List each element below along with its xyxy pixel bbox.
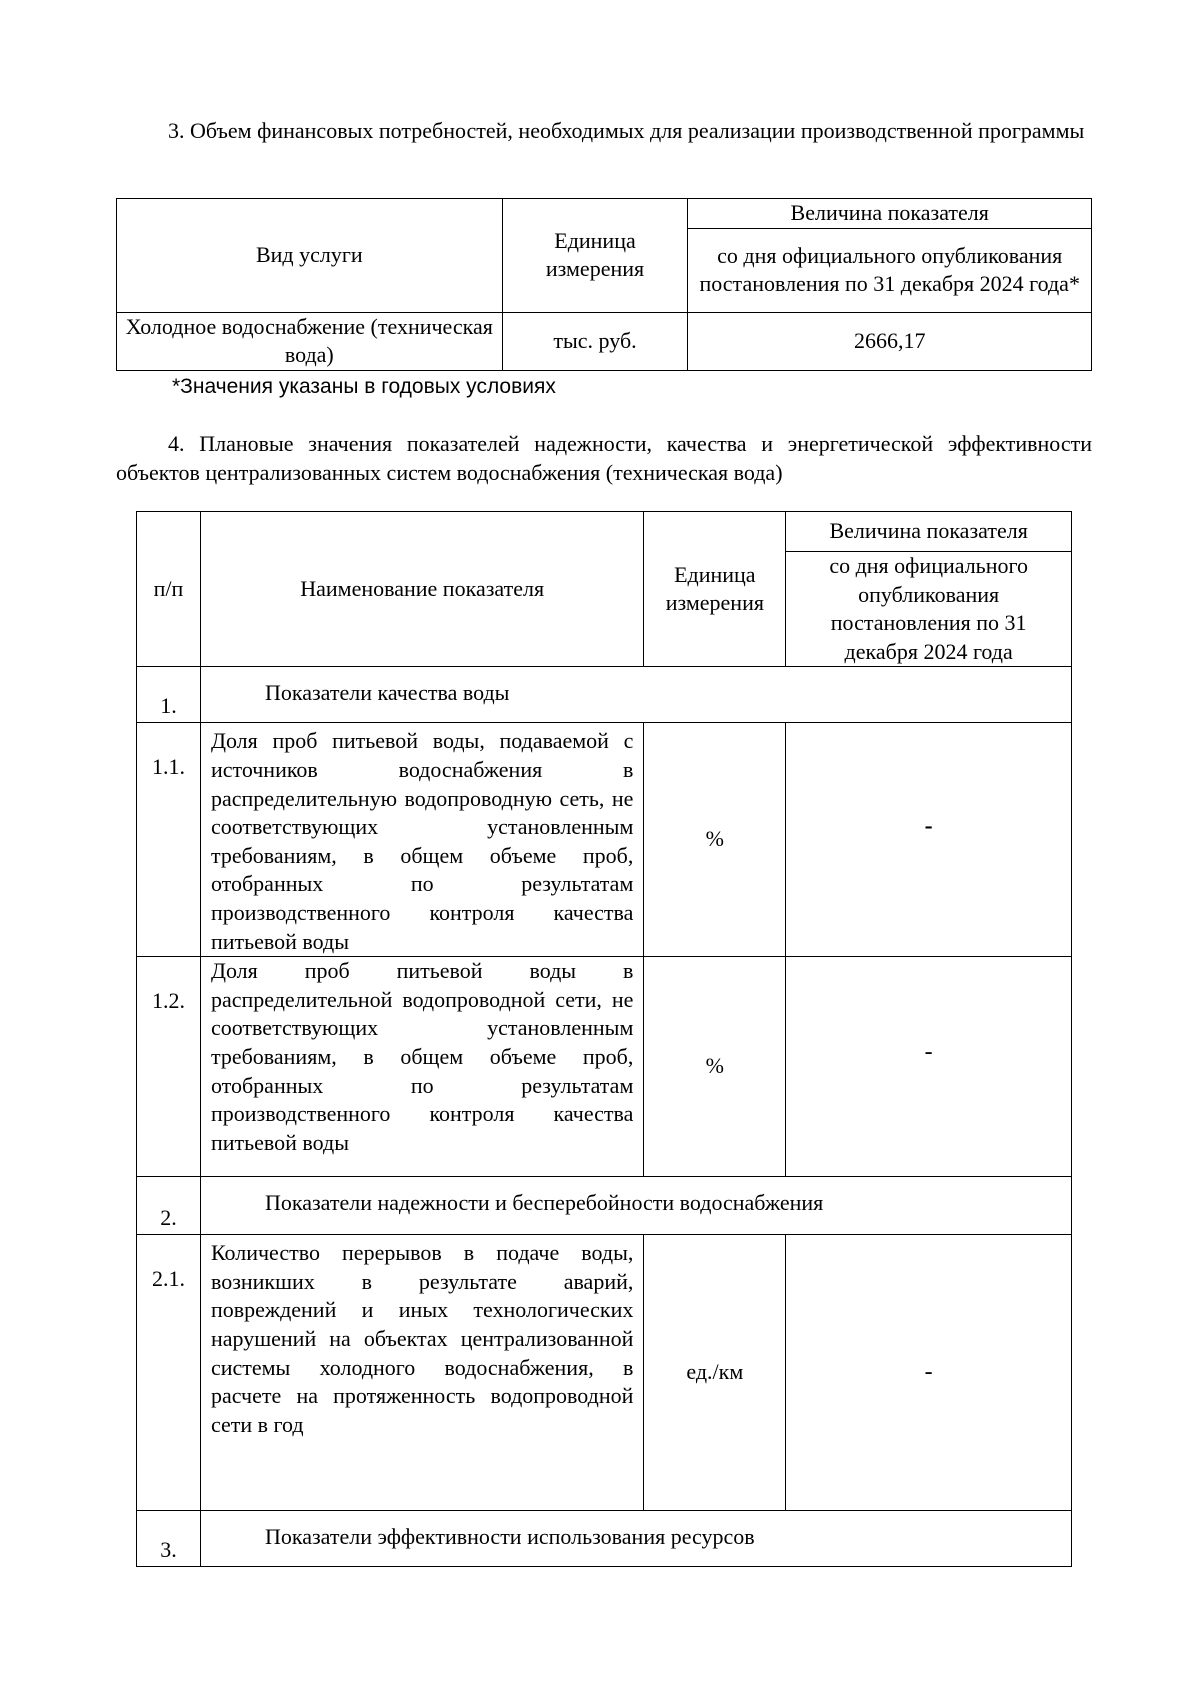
financial-needs-table: [116, 198, 1092, 371]
indicators-table: [136, 511, 1072, 1567]
footnote: *Значения указаны в годовых условиях: [172, 375, 556, 398]
section4-heading: 4. Плановые значения показателей надежности, качества и энергетической эффективности объектов централизованных систем водоснабжения (техническая вода): [116, 431, 1092, 485]
group-num: 2.: [137, 1177, 201, 1235]
row-num: 2.1.: [137, 1235, 201, 1511]
row-unit: %: [644, 723, 786, 957]
header-value-group: Величина показателя: [786, 512, 1072, 552]
row-name: Количество перерывов в подаче воды, возникших в результате аварий, повреждений и иных технологических нарушений на объектах централизованной системы холодного водоснабжения, в расчете на протяженность водопроводной сети в год: [200, 1235, 643, 1511]
row-num: 1.1.: [137, 723, 201, 957]
row-value: 2666,17: [688, 312, 1092, 370]
header-value-period: со дня официального опубликования постановления по 31 декабря 2024 года: [786, 552, 1072, 667]
header-value-period: со дня официального опубликования постановления по 31 декабря 2024 года*: [688, 228, 1092, 312]
group-title: Показатели качества воды: [200, 667, 1071, 723]
header-service: Вид услуги: [117, 199, 503, 313]
group-num: 1.: [137, 667, 201, 723]
header-unit: Единица измерения: [644, 512, 786, 667]
section3-heading: 3. Объем финансовых потребностей, необходимых для реализации производственной программы: [168, 118, 1085, 143]
row-unit: %: [644, 957, 786, 1177]
row-unit: ед./км: [644, 1235, 786, 1511]
row-num: 1.2.: [137, 957, 201, 1177]
row-name: Доля проб питьевой воды в распределительной водопроводной сети, не соответствующих установленным требованиям, в общем объеме проб, отобранных по результатам производственного контроля качества питьевой воды: [200, 957, 643, 1177]
header-name: Наименование показателя: [200, 512, 643, 667]
header-value-group: Величина показателя: [688, 199, 1092, 229]
group-title: Показатели эффективности использования ресурсов: [200, 1511, 1071, 1567]
header-unit: Единица измерения: [502, 199, 688, 313]
group-num: 3.: [137, 1511, 201, 1567]
header-num: п/п: [137, 512, 201, 667]
row-unit: тыс. руб.: [502, 312, 688, 370]
row-value: -: [924, 1039, 933, 1066]
row-value: -: [924, 1359, 933, 1386]
row-service: Холодное водоснабжение (техническая вода): [117, 312, 503, 370]
row-name: Доля проб питьевой воды, подаваемой с источников водоснабжения в распределительную водопроводную сеть, не соответствующих установленным требованиям, в общем объеме проб, отобранных по результатам производственного контроля качества питьевой воды: [200, 723, 643, 957]
row-value: -: [924, 813, 933, 840]
group-title: Показатели надежности и бесперебойности водоснабжения: [200, 1177, 1071, 1235]
